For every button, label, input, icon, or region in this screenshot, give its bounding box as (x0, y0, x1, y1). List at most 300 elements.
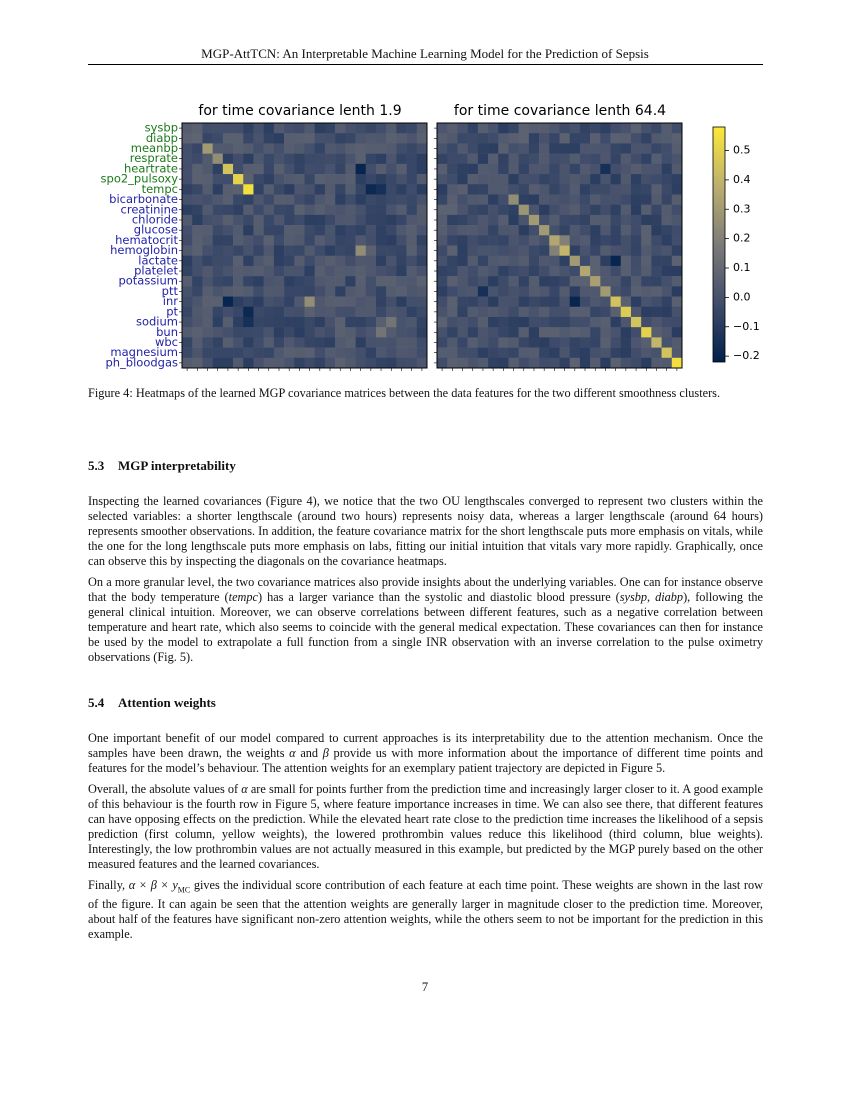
heatmap-cell (468, 154, 479, 165)
heatmap-cell (284, 297, 295, 308)
heatmap-cell (631, 174, 642, 185)
heatmap-cell (662, 133, 673, 144)
heatmap-cell (651, 297, 662, 308)
heatmap-cell (202, 266, 213, 277)
heatmap-cell (611, 337, 622, 348)
heatmap-cell (366, 174, 377, 185)
heatmap-cell (549, 235, 560, 246)
heatmap-cell (264, 194, 275, 205)
heatmap-cell (508, 194, 519, 205)
heatmap-cell (529, 215, 540, 226)
heatmap-cell (437, 348, 448, 359)
heatmap-cell (192, 337, 203, 348)
heatmap-cell (325, 337, 336, 348)
heatmap-cell (590, 317, 601, 328)
heatmap-cell (417, 194, 428, 205)
heatmap-cell (376, 225, 387, 236)
heatmap-cell (284, 194, 295, 205)
heatmap-cell (621, 164, 632, 175)
heatmap-cell (182, 123, 193, 134)
cbar-tick-0 (725, 144, 751, 157)
heatmap-cell (651, 133, 662, 144)
heatmap-cell (366, 276, 377, 287)
heatmap-cell (570, 317, 581, 328)
heatmap-cell (651, 205, 662, 216)
heatmap-cell (631, 276, 642, 287)
heatmap-cell (549, 143, 560, 154)
heatmap-cell (243, 143, 254, 154)
heatmap-cell (407, 337, 418, 348)
heatmap-cell (478, 184, 489, 195)
heatmap-cell (305, 143, 316, 154)
heatmap-cell (315, 143, 326, 154)
heatmap-cell (233, 184, 244, 195)
heatmap-cell (253, 174, 264, 185)
heatmap-cell (539, 154, 550, 165)
heatmap-cell (468, 317, 479, 328)
heatmap-cell (662, 317, 673, 328)
heatmap-cell (662, 327, 673, 338)
cbar-tick-1 (725, 173, 751, 186)
heatmap-cell (213, 297, 224, 308)
heatmap-cell (662, 246, 673, 257)
heatmap-cell (223, 246, 234, 257)
heatmap-cell (478, 174, 489, 185)
heatmap-cell (651, 337, 662, 348)
heatmap-cell (580, 215, 591, 226)
heatmap-cell (508, 133, 519, 144)
heatmap-cell (641, 164, 652, 175)
heatmap-cell (264, 215, 275, 226)
heatmap-cell (223, 358, 234, 369)
heatmap-cell (325, 184, 336, 195)
heatmap-cell (376, 358, 387, 369)
heatmap-cell (549, 256, 560, 267)
heatmap-cell (570, 184, 581, 195)
heatmap-cell (641, 317, 652, 328)
heatmap-cell (600, 358, 611, 369)
heatmap-cell (468, 123, 479, 134)
heatmap-cell (243, 205, 254, 216)
heatmap-cell (274, 143, 285, 154)
heatmap-cell (233, 337, 244, 348)
heatmap-cell (457, 256, 468, 267)
heatmap-cell (213, 225, 224, 236)
heatmap-cell (253, 194, 264, 205)
heatmap-cell (396, 358, 407, 369)
heatmap-cell (478, 225, 489, 236)
heatmap-cell (508, 317, 519, 328)
cbar-tick-4 (725, 261, 751, 274)
heatmap-cell (356, 256, 367, 267)
heatmap-cell (356, 297, 367, 308)
heatmap-cell (264, 327, 275, 338)
heatmap-cell (366, 297, 377, 308)
heatmap-cell (662, 235, 673, 246)
heatmap-cell (641, 225, 652, 236)
heatmap-cell (345, 164, 356, 175)
heatmap-cell (611, 235, 622, 246)
heatmap-cell (549, 276, 560, 287)
heatmap-cell (243, 286, 254, 297)
heatmap-cell (611, 266, 622, 277)
heatmap-cell (284, 317, 295, 328)
heatmap-cell (508, 246, 519, 257)
heatmap-cell (356, 215, 367, 226)
heatmap-cell (376, 348, 387, 359)
heatmap-cell (508, 184, 519, 195)
heatmap-cell (570, 246, 581, 257)
heatmap-cell (345, 358, 356, 369)
heatmap-cell (498, 297, 509, 308)
heatmap-cell (529, 266, 540, 277)
heatmap-cell (356, 184, 367, 195)
heatmap-cell (651, 164, 662, 175)
heatmap-cell (213, 337, 224, 348)
heatmap-cell (356, 307, 367, 318)
heatmap-cell (315, 297, 326, 308)
heatmap-cell (305, 307, 316, 318)
heatmap-cell (305, 235, 316, 246)
heatmap-cell (376, 327, 387, 338)
heatmap-cell (621, 174, 632, 185)
heatmap-cell (376, 164, 387, 175)
heatmap-cell (325, 276, 336, 287)
heatmap-cell (590, 154, 601, 165)
heatmap-cell (264, 154, 275, 165)
heatmap-cell (488, 225, 499, 236)
svg-text:0.3: 0.3 (733, 202, 751, 216)
heatmap-cell (192, 286, 203, 297)
heatmap-cell (345, 276, 356, 287)
heatmap-cell (580, 194, 591, 205)
heatmap-cell (457, 184, 468, 195)
heatmap-cell (447, 358, 458, 369)
heatmap-cell (600, 205, 611, 216)
heatmap-cell (274, 205, 285, 216)
section-5-4 (88, 695, 763, 948)
heatmap-cell (407, 133, 418, 144)
heatmap-cell (631, 164, 642, 175)
heatmap-cell (335, 317, 346, 328)
heatmap-cell (284, 286, 295, 297)
heatmap-cell (478, 123, 489, 134)
heatmap-cell (519, 256, 530, 267)
heatmap-cell (407, 358, 418, 369)
heatmap-cell (294, 348, 305, 359)
heatmap-cell (508, 174, 519, 185)
heatmap-cell (437, 225, 448, 236)
heatmap-cell (345, 154, 356, 165)
heatmap-cell (305, 266, 316, 277)
heatmap-cell (590, 174, 601, 185)
heatmap-cell (223, 164, 234, 175)
heatmap-cell (662, 348, 673, 359)
heatmap-cell (508, 297, 519, 308)
heatmap-cell (386, 317, 397, 328)
heatmap-cell (488, 327, 499, 338)
heatmap-cell (437, 256, 448, 267)
heatmap-cell (376, 133, 387, 144)
heatmap-cell (641, 337, 652, 348)
heatmap-cell (468, 194, 479, 205)
heatmap-cell (611, 256, 622, 267)
heatmap-cell (539, 317, 550, 328)
heatmap-cell (356, 235, 367, 246)
heatmap-cell (498, 174, 509, 185)
feature-label-bicarbonate: bicarbonate (109, 192, 178, 207)
heatmap-cell (539, 327, 550, 338)
heatmap-cell (284, 256, 295, 267)
heatmap-cell (264, 174, 275, 185)
heatmap-cell (508, 256, 519, 267)
heatmap-cell (335, 205, 346, 216)
heatmap-cell (590, 337, 601, 348)
heatmap-cell (570, 194, 581, 205)
heatmap-cell (356, 205, 367, 216)
heatmap-cell (213, 348, 224, 359)
heatmap-cell (407, 225, 418, 236)
heatmap-cell (417, 246, 428, 257)
heatmap-cell (529, 184, 540, 195)
feature-label-ptt: ptt (161, 283, 178, 298)
section-5-4-heading (88, 695, 763, 711)
heatmap-cell (478, 256, 489, 267)
heatmap-cell (570, 133, 581, 144)
heatmap-cell (202, 225, 213, 236)
heatmap-cell (213, 327, 224, 338)
heatmap-cell (529, 337, 540, 348)
heatmap-cell (243, 184, 254, 195)
heatmap-cell (407, 215, 418, 226)
heatmap-cell (345, 174, 356, 185)
heatmap-cell (356, 194, 367, 205)
heatmap-cell (253, 327, 264, 338)
heatmap-cell (274, 194, 285, 205)
heatmap-cell (590, 184, 601, 195)
heatmap-cell (356, 154, 367, 165)
heatmap-cell (335, 184, 346, 195)
heatmap-cell (223, 143, 234, 154)
heatmap-cell (529, 286, 540, 297)
heatmap-cell (600, 246, 611, 257)
heatmap-cell (243, 317, 254, 328)
heatmap-cell (560, 184, 571, 195)
heatmap-cell (356, 286, 367, 297)
heatmap-cell (447, 286, 458, 297)
heatmap-cell (560, 205, 571, 216)
heatmap-cell (182, 317, 193, 328)
heatmap-cell (519, 297, 530, 308)
heatmap-cell (672, 327, 683, 338)
heatmap-cell (580, 246, 591, 257)
heatmap-cell (600, 174, 611, 185)
cbar-tick-5 (725, 290, 751, 303)
heatmap-cell (335, 286, 346, 297)
heatmap-cell (447, 337, 458, 348)
heatmap-cell (672, 235, 683, 246)
heatmap-cell (549, 133, 560, 144)
heatmap-cell (488, 266, 499, 277)
heatmap-cell (529, 358, 540, 369)
heatmap-cell (600, 235, 611, 246)
heatmap-cell (651, 327, 662, 338)
heatmap-cell (407, 348, 418, 359)
heatmap-cell (223, 317, 234, 328)
cbar-tick-3 (725, 232, 751, 245)
heatmap-cell (335, 358, 346, 369)
heatmap-cell (192, 358, 203, 369)
heatmap-cell (611, 205, 622, 216)
heatmap-cell (294, 174, 305, 185)
feature-label-pt: pt (166, 304, 178, 319)
heatmap-cell (284, 246, 295, 257)
heatmap-cell (345, 225, 356, 236)
heatmap-cell (376, 286, 387, 297)
heatmap-cell (182, 256, 193, 267)
heatmap-cell (508, 123, 519, 134)
heatmap-cell (488, 133, 499, 144)
heatmap-cell (539, 256, 550, 267)
heatmap-cell (366, 256, 377, 267)
heatmap-cell (488, 337, 499, 348)
heatmap-cell (345, 235, 356, 246)
heatmap-cell (213, 317, 224, 328)
heatmap-cell (529, 164, 540, 175)
heatmap-cell (468, 164, 479, 175)
heatmap-cell (253, 246, 264, 257)
heatmap-cell (417, 143, 428, 154)
heatmap-cell (396, 327, 407, 338)
heatmap-cell (325, 317, 336, 328)
heatmap-cell (213, 358, 224, 369)
heatmap-cell (539, 246, 550, 257)
heatmap-cell (264, 256, 275, 267)
heatmap-cell (560, 154, 571, 165)
heatmap-cell (621, 133, 632, 144)
heatmap-cell (253, 276, 264, 287)
heatmap-cell (274, 317, 285, 328)
feature-label-creatinine: creatinine (120, 202, 178, 217)
heatmap-cell (407, 143, 418, 154)
heatmap-cell (294, 194, 305, 205)
heatmap-cell (488, 348, 499, 359)
heatmap-cell (356, 276, 367, 287)
heatmap-cell (417, 358, 428, 369)
heatmap-cell (202, 205, 213, 216)
heatmap-cell (672, 154, 683, 165)
heatmap-cell (611, 317, 622, 328)
heatmap-cell (549, 184, 560, 195)
heatmap-cell (590, 123, 601, 134)
heatmap-cell (611, 164, 622, 175)
heatmap-cell (631, 205, 642, 216)
heatmap-cell (519, 327, 530, 338)
heatmap-cell (662, 143, 673, 154)
heatmap-cell (315, 286, 326, 297)
heatmap-cell (457, 286, 468, 297)
heatmap-cell (529, 174, 540, 185)
heatmap-cell (498, 205, 509, 216)
heatmap-cell (549, 246, 560, 257)
heatmap-cell (305, 194, 316, 205)
heatmap-cell (437, 286, 448, 297)
heatmap-cell (376, 154, 387, 165)
heatmap-cell (305, 225, 316, 236)
heatmap-cell (366, 154, 377, 165)
heatmap-cell (539, 235, 550, 246)
heatmap-cell (549, 317, 560, 328)
heatmap-cell (631, 184, 642, 195)
heatmap-cell (345, 246, 356, 257)
heatmap-cell (417, 215, 428, 226)
heatmap-cell (580, 297, 591, 308)
heatmap-cell (202, 297, 213, 308)
heatmap-cell (213, 154, 224, 165)
heatmap-cell (447, 307, 458, 318)
heatmap-cell (529, 143, 540, 154)
heatmap-cell (243, 266, 254, 277)
heatmap-cell (345, 307, 356, 318)
heatmap-cell (243, 164, 254, 175)
heatmap-cell (519, 286, 530, 297)
heatmap-cell (233, 225, 244, 236)
heatmap-cell (264, 133, 275, 144)
heatmap-cell (498, 256, 509, 267)
heatmap-cell (274, 246, 285, 257)
heatmap-cell (560, 164, 571, 175)
heatmap-long-lengthscale (434, 123, 682, 371)
heatmap-cell (641, 174, 652, 185)
heatmap-cell (672, 205, 683, 216)
heatmap-cell (386, 174, 397, 185)
heatmap-cell (192, 143, 203, 154)
heatmap-cell (570, 286, 581, 297)
heatmap-cell (356, 266, 367, 277)
heatmap-cell (662, 358, 673, 369)
heatmap-cell (611, 327, 622, 338)
heatmap-cell (672, 194, 683, 205)
heatmap-cell (284, 348, 295, 359)
heatmap-cell (264, 205, 275, 216)
heatmap-cell (570, 174, 581, 185)
heatmap-cell (253, 215, 264, 226)
heatmap-cell (417, 348, 428, 359)
heatmap-cell (376, 143, 387, 154)
heatmap-cell (396, 246, 407, 257)
heatmap-cell (202, 256, 213, 267)
heatmap-cell (570, 358, 581, 369)
heatmap-cell (305, 327, 316, 338)
heatmap-cell (662, 256, 673, 267)
heatmap-cell (233, 123, 244, 134)
covariance-heatmap-figure (0, 0, 850, 380)
heatmap-cell (202, 286, 213, 297)
heatmap-cell (437, 317, 448, 328)
heatmap-cell (182, 215, 193, 226)
figure-caption: Figure 4: Heatmaps of the learned MGP covariance matrices between the data features for the two different smoothness clusters. (88, 386, 721, 400)
feature-label-inr: inr (162, 294, 178, 309)
heatmap-cell (539, 133, 550, 144)
heatmap-cell (631, 358, 642, 369)
heatmap-cell (570, 123, 581, 134)
heatmap-cell (213, 143, 224, 154)
heatmap-cell (468, 225, 479, 236)
heatmap-cell (539, 123, 550, 134)
heatmap-cell (294, 256, 305, 267)
heatmap-cell (305, 276, 316, 287)
heatmap-cell (192, 154, 203, 165)
